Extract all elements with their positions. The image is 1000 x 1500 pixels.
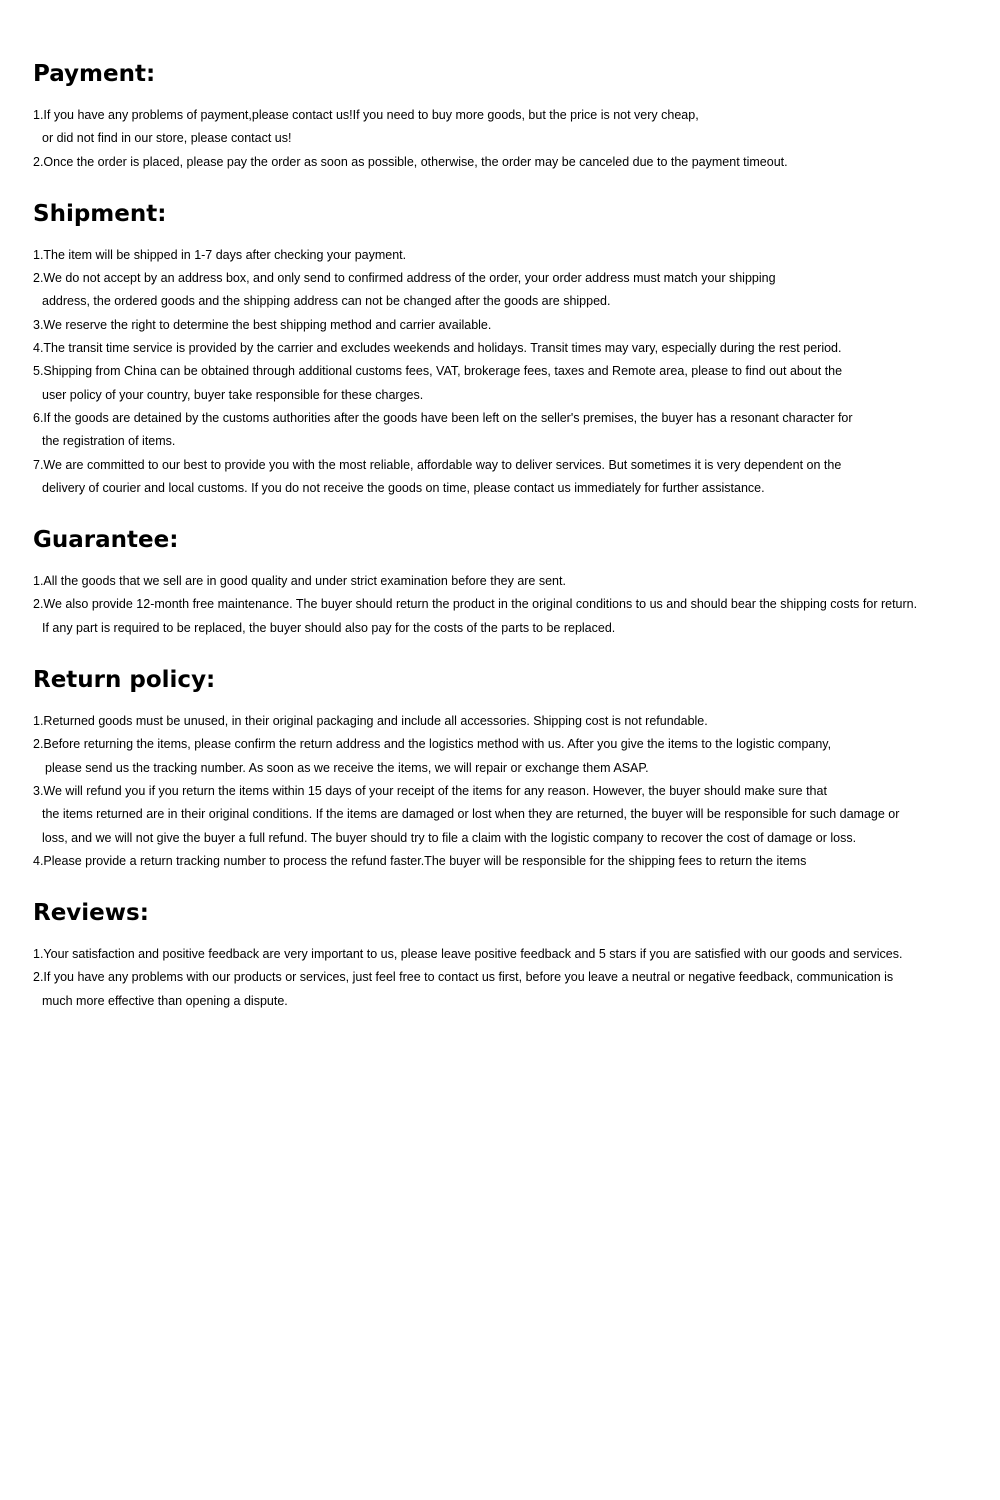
shipment-section <box>33 196 963 500</box>
reviews-line-2-cont: much more effective than opening a dispute. <box>42 993 288 1008</box>
reviews-heading: Reviews: <box>33 900 149 927</box>
return-policy-heading: Return policy: <box>33 667 216 694</box>
shipment-line-3: 3.We reserve the right to determine the best shipping method and carrier available. <box>33 317 492 332</box>
policy-document <box>33 56 963 1035</box>
guarantee-section <box>33 522 963 640</box>
return-line-3-cont-b: loss, and we will not give the buyer a full refund. The buyer should try to file a claim with the logistic company to recover the cost of damage or loss. <box>42 830 857 845</box>
shipment-line-6: 6.If the goods are detained by the customs authorities after the goods have been left on the seller's premises, the buyer has a resonant character for <box>33 410 853 425</box>
reviews-line-1: 1.Your satisfaction and positive feedback are very important to us, please leave positive feedback and 5 stars if you are satisfied with our goods and services. <box>33 947 903 962</box>
reviews-section <box>33 895 963 1013</box>
payment-heading: Payment: <box>33 61 156 87</box>
shipment-line-2-cont: address, the ordered goods and the shipping address can not be changed after the goods are shipped. <box>42 294 611 309</box>
guarantee-heading: Guarantee: <box>33 527 179 554</box>
return-line-1: 1.Returned goods must be unused, in their original packaging and include all accessories. Shipping cost is not refundable. <box>33 714 708 729</box>
guarantee-line-2-cont: If any part is required to be replaced, the buyer should also pay for the costs of the parts to be replaced. <box>42 620 616 635</box>
payment-line-1: 1.If you have any problems of payment,please contact us!If you need to buy more goods, but the price is not very cheap, <box>33 108 699 122</box>
return-line-3-cont-a: the items returned are in their original conditions. If the items are damaged or lost when they are returned, the buyer will be responsible for such damage or <box>42 807 900 822</box>
shipment-line-5-cont: user policy of your country, buyer take responsible for these charges. <box>42 387 424 402</box>
shipment-heading: Shipment: <box>33 200 167 227</box>
payment-section <box>33 56 963 174</box>
shipment-line-5: 5.Shipping from China can be obtained through additional customs fees, VAT, brokerage fees, taxes and Remote area, please to find out about the <box>33 364 843 379</box>
return-line-2-cont: please send us the tracking number. As soon as we receive the items, we will repair or exchange them ASAP. <box>45 760 649 775</box>
payment-line-1-cont: or did not find in our store, please contact us! <box>42 131 292 146</box>
return-line-4: 4.Please provide a return tracking number to process the refund faster.The buyer will be responsible for the shipping fees to return the items <box>33 853 807 868</box>
guarantee-line-2: 2.We also provide 12-month free maintenance. The buyer should return the product in the original conditions to us and should bear the shipping costs for return. <box>33 597 918 612</box>
shipment-line-7: 7.We are committed to our best to provide you with the most reliable, affordable way to deliver services. But sometimes it is very dependent on the <box>33 457 842 472</box>
shipment-line-1: 1.The item will be shipped in 1-7 days after checking your payment. <box>33 247 407 262</box>
shipment-line-2: 2.We do not accept by an address box, and only send to confirmed address of the order, your order address must match your shipping <box>33 271 776 286</box>
guarantee-line-1: 1.All the goods that we sell are in good quality and under strict examination before they are sent. <box>33 574 566 589</box>
payment-line-2: 2.Once the order is placed, please pay the order as soon as possible, otherwise, the order may be canceled due to the payment timeout. <box>33 154 788 169</box>
reviews-line-2: 2.If you have any problems with our products or services, just feel free to contact us first, before you leave a neutral or negative feedback, communication is <box>33 970 894 985</box>
return-line-2: 2.Before returning the items, please confirm the return address and the logistics method with us. After you give the items to the logistic company, <box>33 737 832 752</box>
return-line-3: 3.We will refund you if you return the items within 15 days of your receipt of the items for any reason. However, the buyer should make sure that <box>33 783 827 798</box>
shipment-line-7-cont: delivery of courier and local customs. If you do not receive the goods on time, please contact us immediately for further assistance. <box>42 480 765 495</box>
return-policy-section <box>33 662 963 873</box>
shipment-line-6-cont: the registration of items. <box>42 434 176 449</box>
shipment-line-4: 4.The transit time service is provided by the carrier and excludes weekends and holidays. Transit times may vary, especially during the rest period. <box>33 341 842 356</box>
